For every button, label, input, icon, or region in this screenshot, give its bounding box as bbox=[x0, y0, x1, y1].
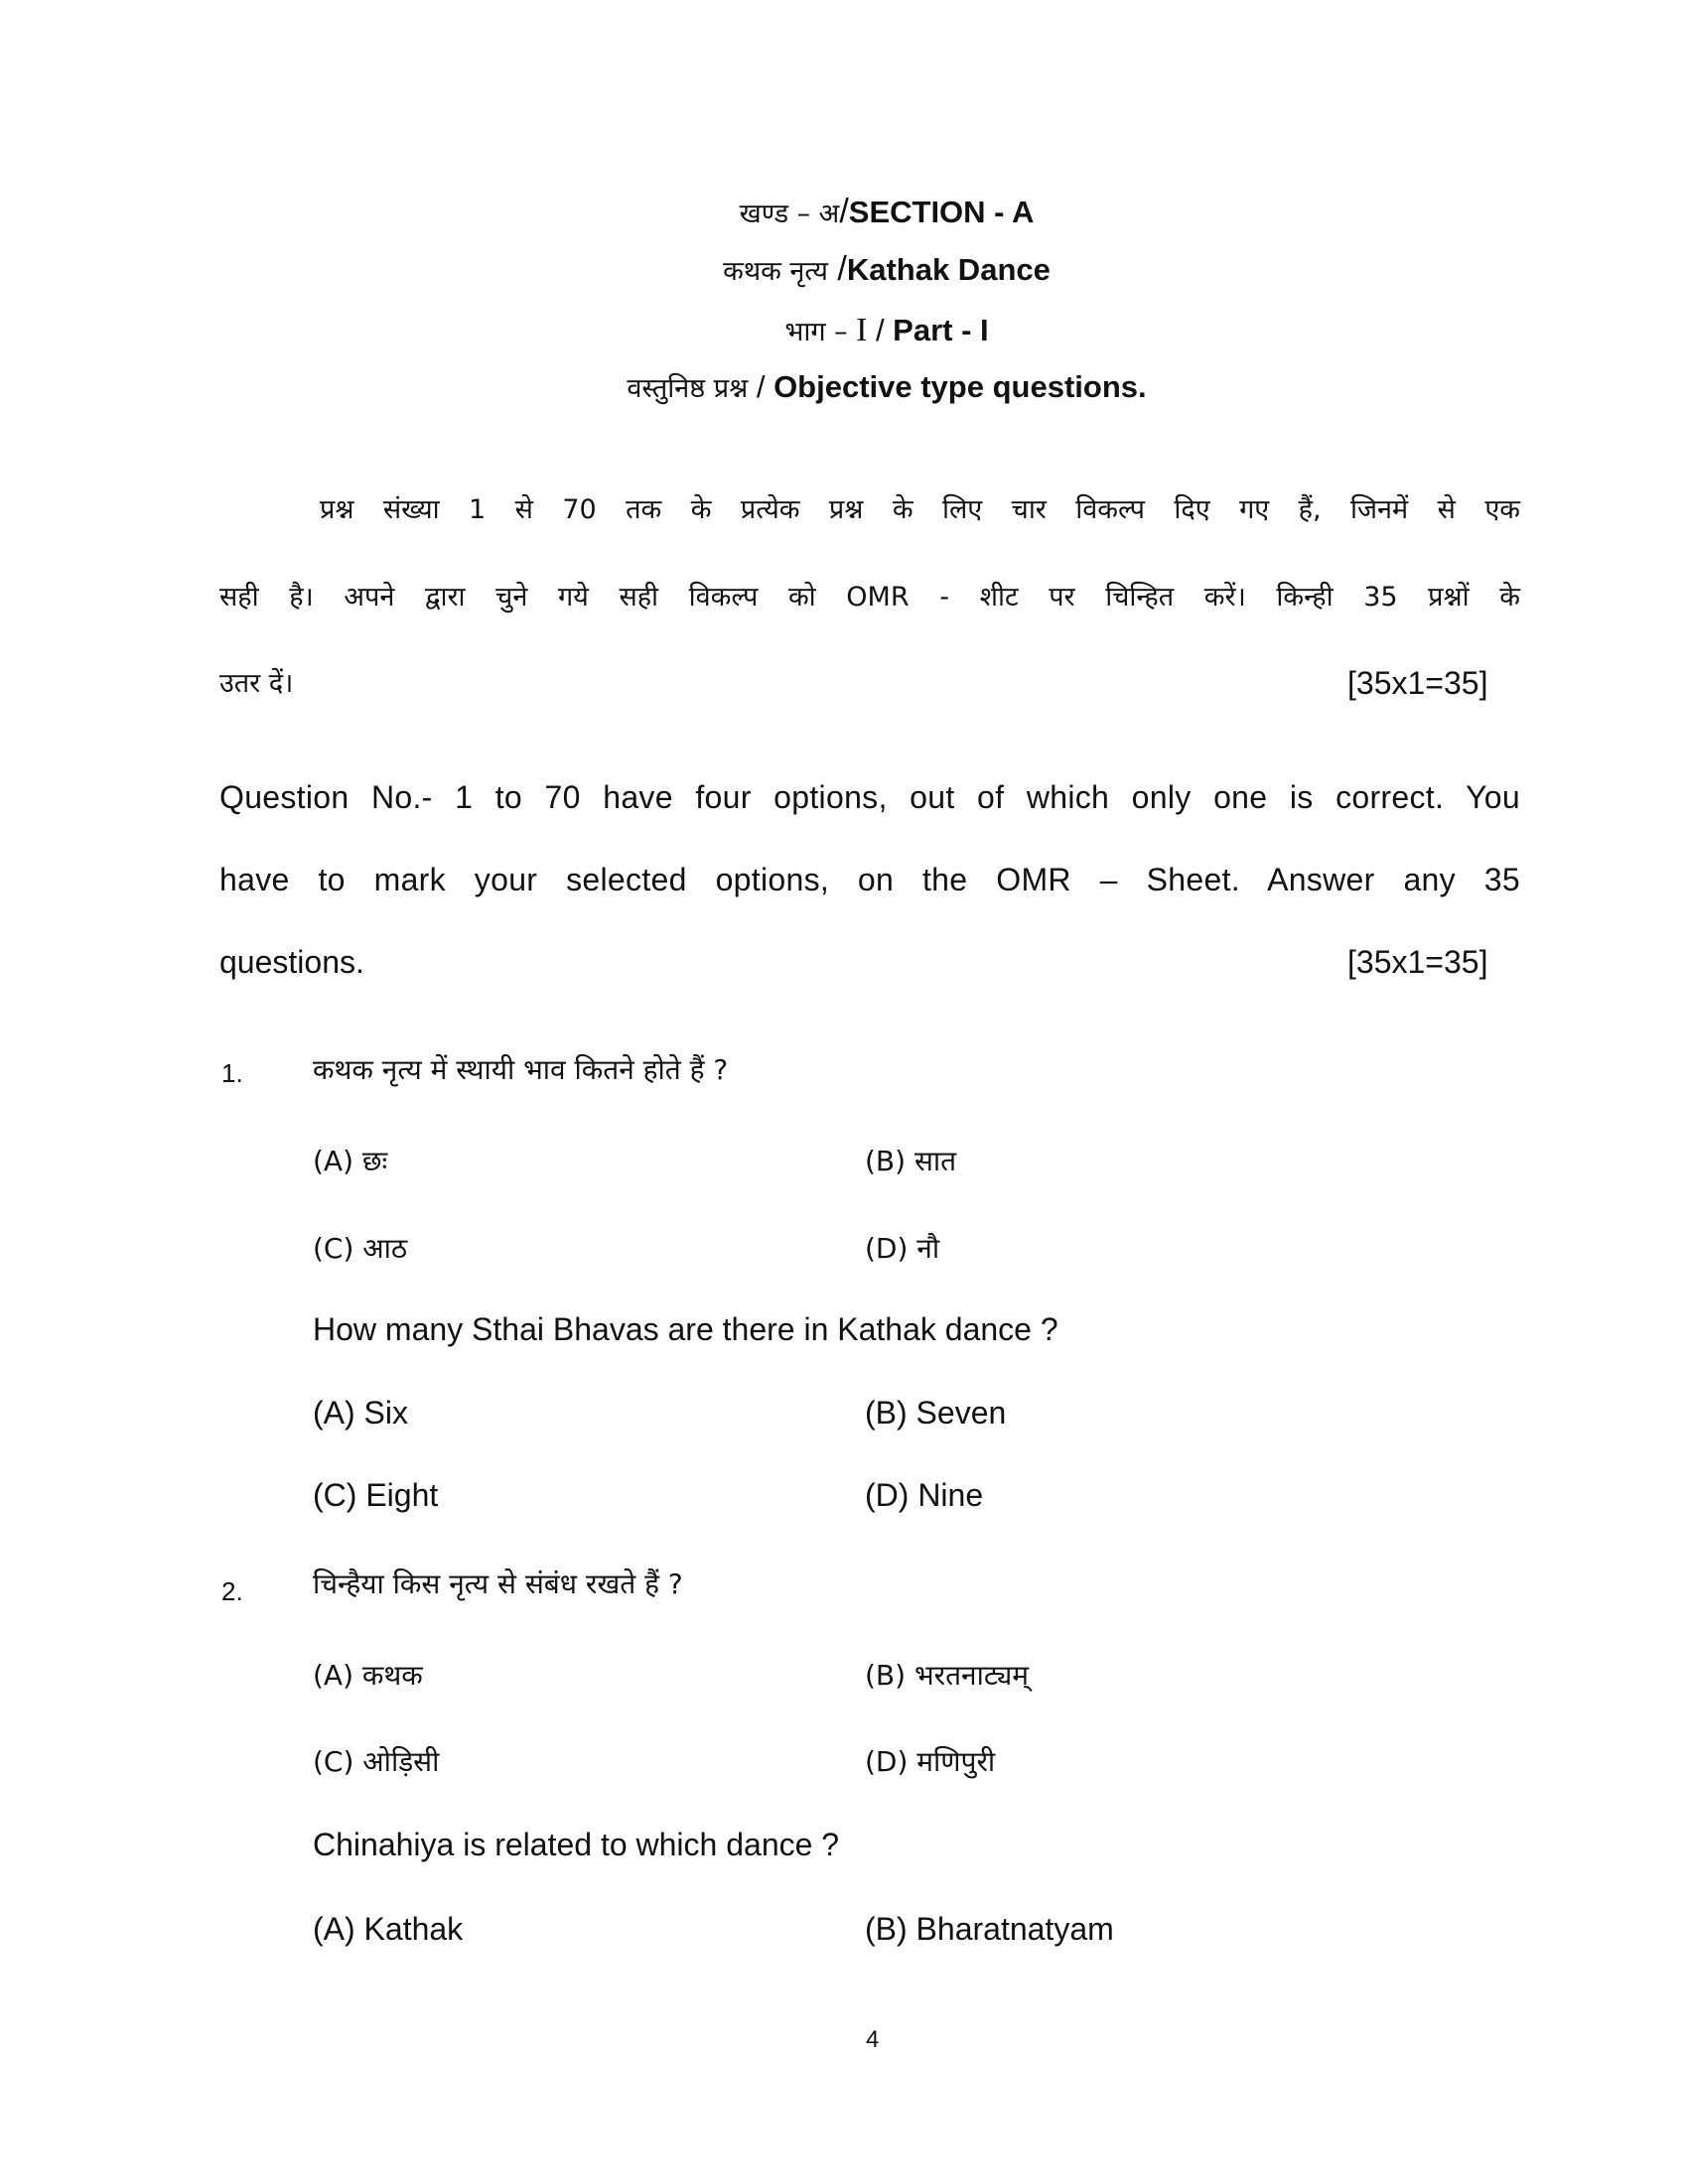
question-1-english-option-a: (A) Six bbox=[313, 1395, 408, 1431]
question-type-heading-hindi: वस्तुनिष्ठ प्रश्न bbox=[627, 373, 749, 404]
question-1-english-option-d: (D) Nine bbox=[865, 1477, 984, 1513]
question-1-hindi-option-b: (B) सात bbox=[865, 1145, 957, 1177]
question-1-hindi-option-a: (A) छः bbox=[313, 1145, 388, 1177]
question-1-hindi-option-c: (C) आठ bbox=[313, 1232, 408, 1265]
part-heading bbox=[0, 314, 1688, 347]
hindi-instruction-line-2: सही है। अपने द्वारा चुने गये सही विकल्प को OMR - शीट पर चिन्हित करें। किन्ही 35 प्रश्नों के bbox=[219, 582, 1520, 613]
question-2-hindi-option-d: (D) मणिपुरी bbox=[865, 1745, 996, 1778]
english-instruction-line-2: have to mark your selected options, on the OMR – Sheet. Answer any 35 bbox=[219, 862, 1520, 897]
question-2-english-option-b: (B) Bharatnatyam bbox=[865, 1911, 1114, 1947]
question-type-heading bbox=[0, 371, 1688, 402]
question-2-english-text: Chinahiya is related to which dance ? bbox=[313, 1827, 840, 1862]
subject-heading-separator: / bbox=[827, 250, 847, 288]
page-number: 4 bbox=[866, 2026, 880, 2053]
question-2-hindi-option-a: (A) कथक bbox=[313, 1659, 423, 1692]
question-1-english-option-c: (C) Eight bbox=[313, 1477, 439, 1513]
question-2-hindi-option-b: (B) भरतनाट्यम् bbox=[865, 1659, 1030, 1692]
section-heading-english: SECTION - A bbox=[848, 195, 1035, 229]
part-heading-english: Part - I bbox=[893, 313, 989, 347]
english-instruction-line-3: questions. bbox=[219, 944, 364, 980]
part-heading-roman: I bbox=[847, 312, 876, 348]
section-heading-hindi: खण्ड – अ bbox=[739, 199, 840, 229]
question-2-hindi-option-c: (C) ओड़िसी bbox=[313, 1745, 440, 1778]
question-1-english-text: How many Sthai Bhavas are there in Kathak dance ? bbox=[313, 1311, 1058, 1347]
section-heading-separator: / bbox=[839, 193, 849, 230]
hindi-instruction-line-3: उतर दें। bbox=[219, 668, 294, 699]
subject-heading-english: Kathak Dance bbox=[846, 252, 1051, 287]
section-heading bbox=[0, 195, 1688, 228]
question-1-hindi-text: कथक नृत्य में स्थायी भाव कितने होते हैं ? bbox=[313, 1053, 729, 1086]
part-heading-hindi: भाग – bbox=[784, 317, 848, 347]
question-2-hindi-text: चिन्हैया किस नृत्य से संबंध रखते हैं ? bbox=[313, 1568, 683, 1600]
english-marks: [35x1=35] bbox=[1347, 944, 1488, 980]
subject-heading bbox=[0, 252, 1688, 286]
subject-heading-hindi: कथक नृत्य bbox=[723, 256, 828, 287]
question-1-number: 1. bbox=[221, 1058, 243, 1088]
question-1-hindi-option-d: (D) नौ bbox=[865, 1232, 940, 1265]
question-type-heading-separator: / bbox=[748, 369, 774, 404]
part-heading-separator: / bbox=[875, 313, 894, 347]
english-instruction-line-1: Question No.- 1 to 70 have four options, out of which only one is correct. You bbox=[219, 779, 1520, 815]
hindi-marks: [35x1=35] bbox=[1347, 665, 1488, 701]
question-2-number: 2. bbox=[221, 1576, 243, 1606]
question-2-english-option-a: (A) Kathak bbox=[313, 1911, 464, 1947]
hindi-instruction-line-1: प्रश्न संख्या 1 से 70 तक के प्रत्येक प्रश्न के लिए चार विकल्प दिए गए हैं, जिनमें से एक bbox=[320, 494, 1520, 525]
question-1-english-option-b: (B) Seven bbox=[865, 1395, 1007, 1431]
question-type-heading-english: Objective type questions. bbox=[774, 369, 1147, 404]
